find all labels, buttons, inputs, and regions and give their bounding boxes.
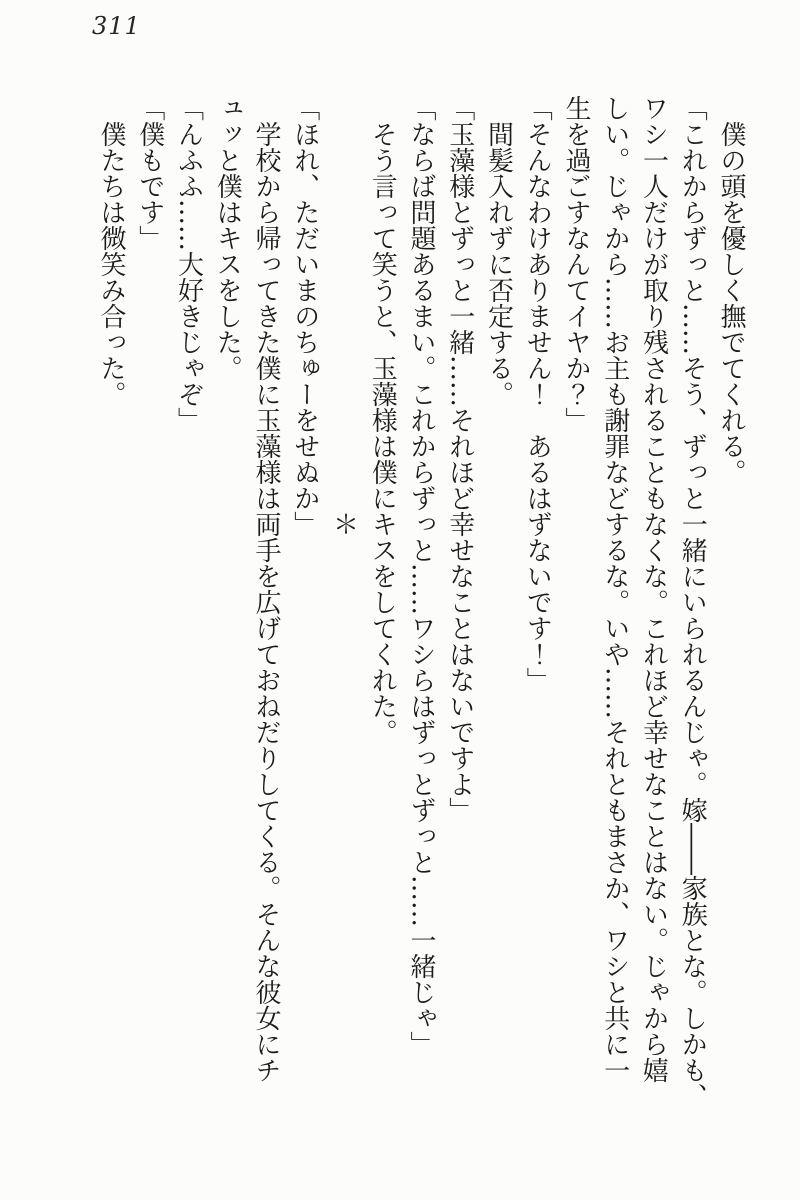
text-column: しい。じゃから……お主も謝罪などするな。いや……それともまさか、ワシと共に一 (599, 95, 630, 1083)
text-column: 「んふふ……大好きじゃぞ」 (173, 95, 204, 433)
page-number: 311 (92, 12, 141, 40)
text-column: 「そんなわけありません！ あるはずないです！」 (522, 95, 553, 693)
text-column: ュッと僕はキスをした。 (212, 95, 243, 381)
text-column: 僕の頭を優しく撫でてくれる。 (716, 95, 746, 485)
text-column: ワシ一人だけが取り残されることもなくな。これほど幸せなことはない。じゃから嬉 (638, 95, 669, 1083)
text-column: 僕たちは微笑み合った。 (96, 95, 126, 407)
text-column: 「僕もです」 (134, 95, 165, 251)
vertical-text-block (91, 95, 750, 1109)
text-column: 「玉藻様とずっと一緒……それほど幸せなことはないですよ」 (444, 95, 475, 823)
text-column: 生を過ごすなんてイヤか？」 (561, 95, 591, 433)
text-column: 「ならば問題あるまい。これからずっと……ワシらはずっとずっと……一緒じゃ」 (406, 95, 436, 1057)
text-column: 「ほれ、ただいまのちゅーをせぬか」 (289, 95, 320, 537)
text-column: 「これからずっと……そう、ずっと一緒にいられるんじゃ。嫁――家族とな。しかも、 (677, 95, 708, 1109)
text-column: 間髪入れずに否定する。 (483, 95, 514, 407)
section-separator: ＊ (328, 95, 359, 537)
text-column: 学校から帰ってきた僕に玉藻様は両手を広げておねだりしてくる。そんな彼女にチ (251, 95, 281, 1083)
text-column: そう言って笑うと、玉藻様は僕にキスをしてくれた。 (367, 95, 398, 745)
